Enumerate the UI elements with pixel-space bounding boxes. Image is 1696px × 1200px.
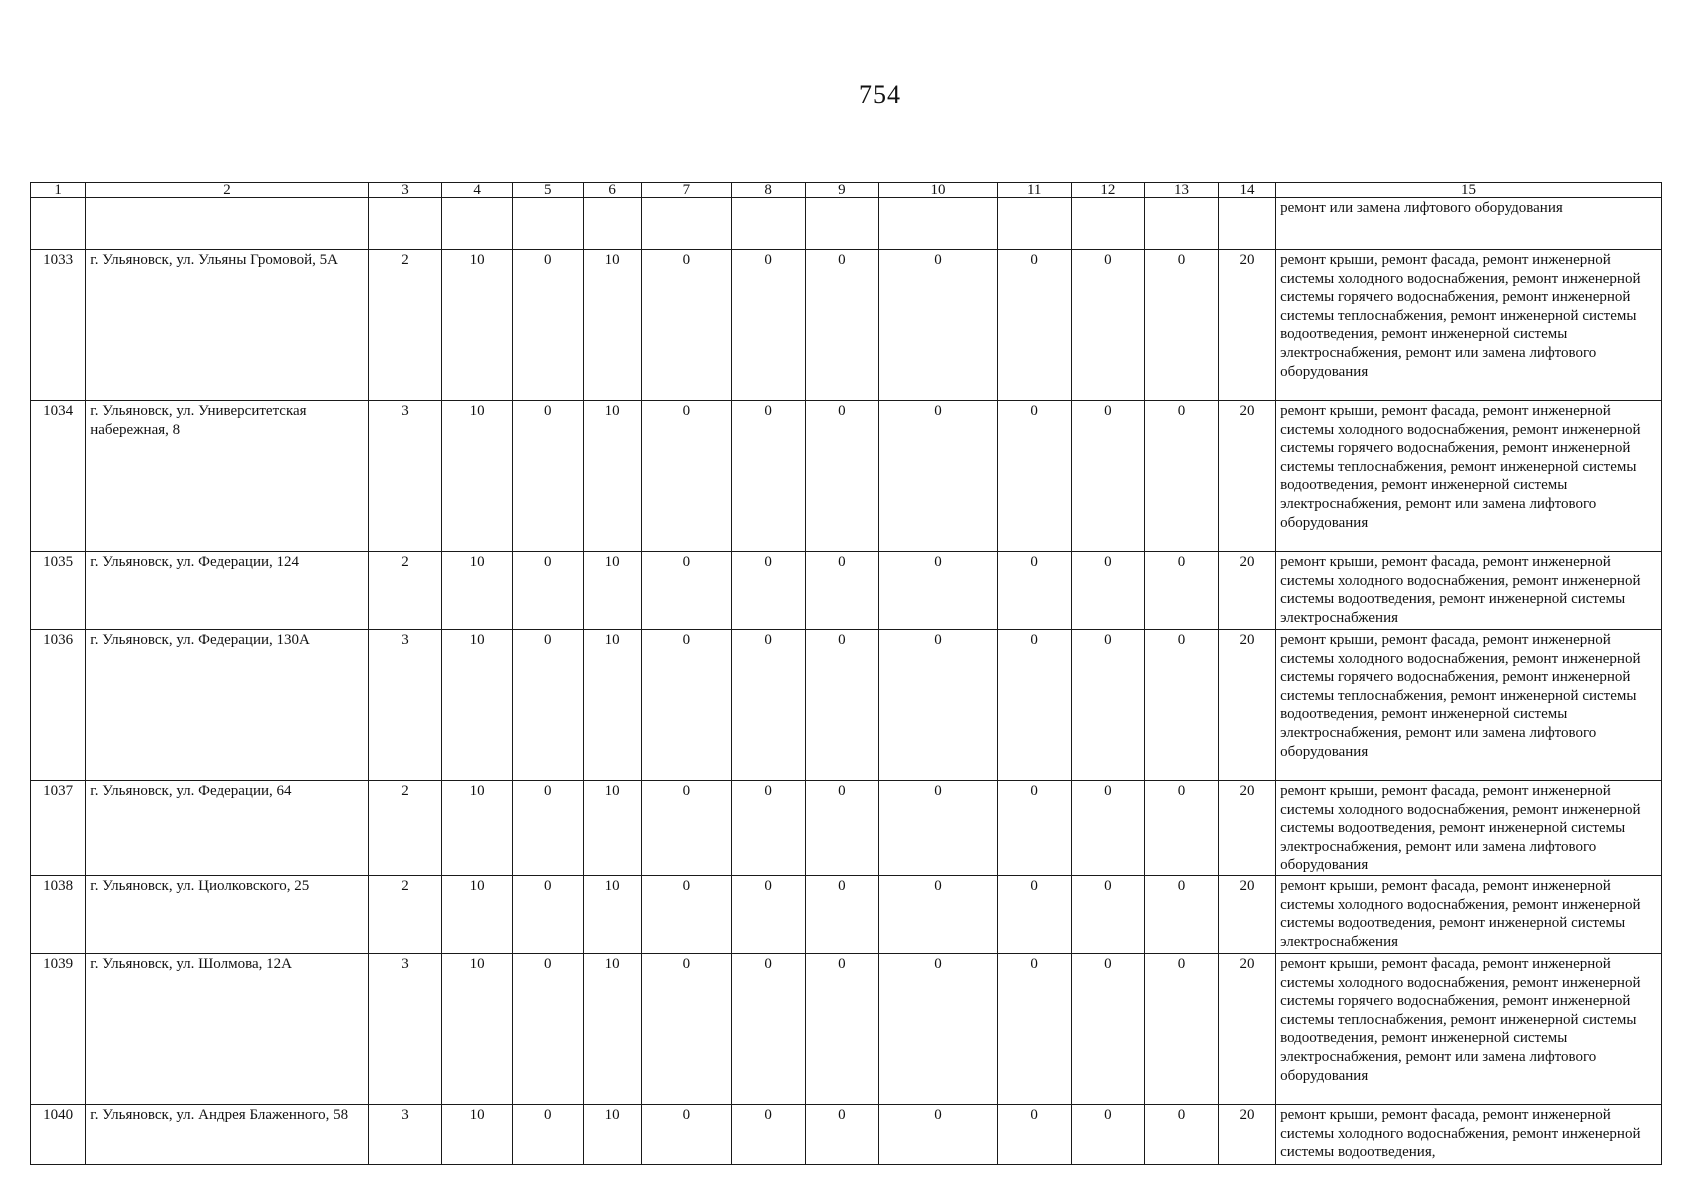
value-cell: 0 <box>512 552 583 630</box>
value-cell <box>997 198 1071 250</box>
column-header: 12 <box>1071 183 1145 198</box>
value-cell: 10 <box>583 1105 641 1165</box>
value-cell: 0 <box>731 954 805 1105</box>
table-row <box>31 876 1662 954</box>
value-cell: 0 <box>1145 954 1219 1105</box>
table-row <box>31 250 1662 401</box>
value-cell: 0 <box>997 250 1071 401</box>
column-header: 11 <box>997 183 1071 198</box>
column-header: 4 <box>442 183 513 198</box>
value-cell: 0 <box>879 250 998 401</box>
table-row <box>31 1105 1662 1165</box>
value-cell: 10 <box>442 552 513 630</box>
value-cell: 0 <box>805 401 879 552</box>
value-cell: 0 <box>512 954 583 1105</box>
value-cell: 10 <box>442 401 513 552</box>
value-cell <box>805 198 879 250</box>
value-cell: 20 <box>1218 876 1275 954</box>
column-header: 7 <box>641 183 731 198</box>
value-cell: 0 <box>805 876 879 954</box>
value-cell: 10 <box>583 876 641 954</box>
works-list-cell: ремонт крыши, ремонт фасада, ремонт инженерной системы холодного водоснабжения, ремонт инженерной системы горячего водоснабжения, ремонт инженерной системы теплоснабжения, ремонт инженерной системы водоотведения, ремонт инженерной системы электроснабжения, ремонт или замена лифтового оборудования <box>1276 630 1662 781</box>
value-cell: 20 <box>1218 781 1275 876</box>
value-cell: 20 <box>1218 552 1275 630</box>
value-cell: 0 <box>641 630 731 781</box>
value-cell: 20 <box>1218 401 1275 552</box>
value-cell <box>1218 198 1275 250</box>
value-cell <box>1145 198 1219 250</box>
value-cell: 10 <box>583 954 641 1105</box>
column-header: 14 <box>1218 183 1275 198</box>
row-number: 1039 <box>31 954 86 1105</box>
value-cell: 2 <box>368 876 442 954</box>
value-cell: 10 <box>442 876 513 954</box>
value-cell: 10 <box>583 781 641 876</box>
row-number <box>31 198 86 250</box>
value-cell: 0 <box>1071 954 1145 1105</box>
column-header: 1 <box>31 183 86 198</box>
works-list-cell: ремонт крыши, ремонт фасада, ремонт инженерной системы холодного водоснабжения, ремонт инженерной системы горячего водоснабжения, ремонт инженерной системы теплоснабжения, ремонт инженерной системы водоотведения, ремонт инженерной системы электроснабжения, ремонт или замена лифтового оборудования <box>1276 250 1662 401</box>
value-cell: 0 <box>1145 401 1219 552</box>
value-cell <box>641 198 731 250</box>
value-cell: 0 <box>1071 781 1145 876</box>
value-cell: 10 <box>583 401 641 552</box>
value-cell: 0 <box>641 876 731 954</box>
address-cell: г. Ульяновск, ул. Циолковского, 25 <box>86 876 368 954</box>
address-cell: г. Ульяновск, ул. Федерации, 130А <box>86 630 368 781</box>
value-cell: 3 <box>368 954 442 1105</box>
value-cell: 0 <box>879 1105 998 1165</box>
value-cell: 0 <box>997 1105 1071 1165</box>
row-number: 1034 <box>31 401 86 552</box>
row-number: 1040 <box>31 1105 86 1165</box>
value-cell: 0 <box>731 876 805 954</box>
column-header: 6 <box>583 183 641 198</box>
value-cell: 0 <box>997 954 1071 1105</box>
value-cell: 3 <box>368 401 442 552</box>
value-cell: 10 <box>442 630 513 781</box>
value-cell <box>879 198 998 250</box>
value-cell: 0 <box>879 781 998 876</box>
row-number: 1035 <box>31 552 86 630</box>
value-cell <box>1071 198 1145 250</box>
value-cell: 10 <box>442 1105 513 1165</box>
works-list-cell: ремонт крыши, ремонт фасада, ремонт инженерной системы холодного водоснабжения, ремонт инженерной системы водоотведения, ремонт инженерной системы электроснабжения, ремонт или замена лифтового оборудования <box>1276 781 1662 876</box>
value-cell: 0 <box>641 401 731 552</box>
value-cell: 0 <box>805 1105 879 1165</box>
address-cell: г. Ульяновск, ул. Андрея Блаженного, 58 <box>86 1105 368 1165</box>
value-cell: 0 <box>997 552 1071 630</box>
value-cell: 10 <box>442 781 513 876</box>
column-header: 9 <box>805 183 879 198</box>
value-cell: 0 <box>879 552 998 630</box>
row-number: 1037 <box>31 781 86 876</box>
works-list-cell: ремонт крыши, ремонт фасада, ремонт инженерной системы холодного водоснабжения, ремонт инженерной системы горячего водоснабжения, ремонт инженерной системы теплоснабжения, ремонт инженерной системы водоотведения, ремонт инженерной системы электроснабжения, ремонт или замена лифтового оборудования <box>1276 954 1662 1105</box>
address-cell <box>86 198 368 250</box>
address-cell: г. Ульяновск, ул. Федерации, 64 <box>86 781 368 876</box>
works-list-cell: ремонт крыши, ремонт фасада, ремонт инженерной системы холодного водоснабжения, ремонт инженерной системы водоотведения, ремонт инженерной системы электроснабжения <box>1276 552 1662 630</box>
value-cell: 0 <box>1145 1105 1219 1165</box>
table-row <box>31 630 1662 781</box>
value-cell: 0 <box>805 954 879 1105</box>
value-cell: 0 <box>731 250 805 401</box>
value-cell: 10 <box>583 250 641 401</box>
value-cell: 0 <box>641 552 731 630</box>
row-number: 1033 <box>31 250 86 401</box>
value-cell: 0 <box>1071 630 1145 781</box>
value-cell: 2 <box>368 552 442 630</box>
value-cell: 0 <box>731 401 805 552</box>
value-cell: 0 <box>641 954 731 1105</box>
value-cell: 0 <box>731 1105 805 1165</box>
column-header: 13 <box>1145 183 1219 198</box>
value-cell: 0 <box>997 401 1071 552</box>
value-cell: 0 <box>1145 781 1219 876</box>
value-cell: 10 <box>442 250 513 401</box>
address-cell: г. Ульяновск, ул. Университетская набережная, 8 <box>86 401 368 552</box>
column-header: 5 <box>512 183 583 198</box>
value-cell: 0 <box>1145 552 1219 630</box>
works-list-cell: ремонт или замена лифтового оборудования <box>1276 198 1662 250</box>
value-cell: 0 <box>879 954 998 1105</box>
table-row <box>31 198 1662 250</box>
value-cell: 0 <box>879 401 998 552</box>
header-row <box>31 183 1662 198</box>
value-cell: 3 <box>368 1105 442 1165</box>
value-cell: 20 <box>1218 630 1275 781</box>
value-cell: 0 <box>997 630 1071 781</box>
value-cell: 0 <box>512 630 583 781</box>
register-table <box>30 182 1662 1165</box>
value-cell: 0 <box>805 250 879 401</box>
table-row <box>31 954 1662 1105</box>
value-cell: 0 <box>1071 401 1145 552</box>
column-header: 10 <box>879 183 998 198</box>
value-cell: 2 <box>368 250 442 401</box>
value-cell: 20 <box>1218 1105 1275 1165</box>
value-cell: 0 <box>512 1105 583 1165</box>
works-list-cell: ремонт крыши, ремонт фасада, ремонт инженерной системы холодного водоснабжения, ремонт инженерной системы водоотведения, <box>1276 1105 1662 1165</box>
value-cell <box>512 198 583 250</box>
value-cell <box>583 198 641 250</box>
table-row <box>31 781 1662 876</box>
value-cell: 0 <box>641 250 731 401</box>
page-number: 754 <box>859 80 901 109</box>
value-cell <box>442 198 513 250</box>
value-cell: 20 <box>1218 250 1275 401</box>
address-cell: г. Ульяновск, ул. Федерации, 124 <box>86 552 368 630</box>
value-cell: 0 <box>805 630 879 781</box>
value-cell: 0 <box>731 552 805 630</box>
value-cell: 0 <box>512 876 583 954</box>
address-cell: г. Ульяновск, ул. Ульяны Громовой, 5А <box>86 250 368 401</box>
value-cell: 0 <box>997 781 1071 876</box>
value-cell: 0 <box>1145 630 1219 781</box>
value-cell: 10 <box>583 552 641 630</box>
value-cell: 10 <box>583 630 641 781</box>
value-cell: 0 <box>731 630 805 781</box>
value-cell: 20 <box>1218 954 1275 1105</box>
value-cell: 0 <box>1145 876 1219 954</box>
value-cell: 0 <box>512 781 583 876</box>
column-header: 8 <box>731 183 805 198</box>
value-cell: 0 <box>1071 1105 1145 1165</box>
value-cell: 0 <box>805 552 879 630</box>
value-cell: 0 <box>1071 552 1145 630</box>
address-cell: г. Ульяновск, ул. Шолмова, 12А <box>86 954 368 1105</box>
table-row <box>31 552 1662 630</box>
value-cell: 0 <box>997 876 1071 954</box>
value-cell: 0 <box>1071 250 1145 401</box>
value-cell <box>368 198 442 250</box>
works-list-cell: ремонт крыши, ремонт фасада, ремонт инженерной системы холодного водоснабжения, ремонт инженерной системы горячего водоснабжения, ремонт инженерной системы теплоснабжения, ремонт инженерной системы водоотведения, ремонт инженерной системы электроснабжения, ремонт или замена лифтового оборудования <box>1276 401 1662 552</box>
value-cell: 0 <box>641 781 731 876</box>
column-header: 3 <box>368 183 442 198</box>
value-cell: 0 <box>805 781 879 876</box>
row-number: 1038 <box>31 876 86 954</box>
value-cell: 0 <box>641 1105 731 1165</box>
column-header: 15 <box>1276 183 1662 198</box>
value-cell: 0 <box>1071 876 1145 954</box>
value-cell: 0 <box>879 630 998 781</box>
value-cell: 2 <box>368 781 442 876</box>
value-cell: 0 <box>879 876 998 954</box>
column-header: 2 <box>86 183 368 198</box>
value-cell: 10 <box>442 954 513 1105</box>
value-cell: 0 <box>512 401 583 552</box>
table-row <box>31 401 1662 552</box>
works-list-cell: ремонт крыши, ремонт фасада, ремонт инженерной системы холодного водоснабжения, ремонт инженерной системы водоотведения, ремонт инженерной системы электроснабжения <box>1276 876 1662 954</box>
value-cell: 3 <box>368 630 442 781</box>
value-cell: 0 <box>731 781 805 876</box>
value-cell: 0 <box>1145 250 1219 401</box>
value-cell <box>731 198 805 250</box>
row-number: 1036 <box>31 630 86 781</box>
value-cell: 0 <box>512 250 583 401</box>
